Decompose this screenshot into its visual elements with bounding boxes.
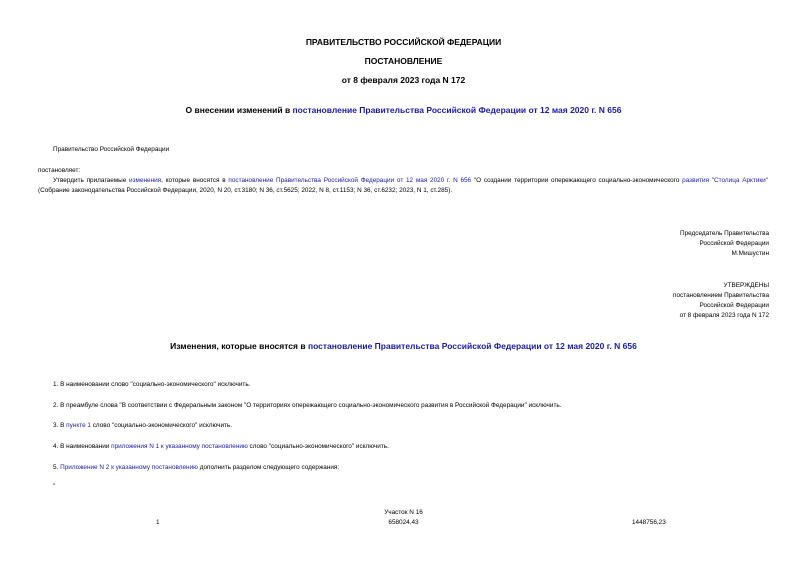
signature-name: М.Мишустин (731, 250, 769, 257)
item-5-post: дополнить разделом следующего содержания: (197, 464, 340, 471)
item-4-pre: 4. В наименовании (53, 443, 112, 450)
capital-arctic-link[interactable]: развития "Столица Арктики" (682, 177, 769, 184)
approved-line-1: УТВЕРЖДЕНЫ (723, 282, 769, 289)
signature-line-1: Председатель Правительства (680, 230, 769, 237)
main-paragraph (38, 176, 768, 195)
changes-link[interactable]: изменения (129, 177, 162, 184)
item-5 (53, 463, 339, 473)
item-3-link[interactable]: пункте 1 (66, 422, 91, 429)
decree-link[interactable]: постановление Правительства Российской Федерации от 12 мая 2020 г. N 656 (228, 177, 472, 184)
approved-line-3: Российской Федерации (699, 302, 769, 309)
title-prefix: О внесении изменений в (185, 105, 293, 115)
table-cell-number: 1 (156, 519, 160, 526)
item-4-post: слово "социально-экономического" исключить. (247, 443, 389, 450)
main-text-4: (Собрание законодательства Российской Федерации, 2020, N 20, ст.3180; N 36, ст.5625; 2022, N 8, ст.1153; N 36, ст.6232; 2023, N 1, ст.285). (38, 186, 453, 194)
approved-line-2: постановлением Правительства (673, 292, 769, 299)
changes-title (0, 341, 807, 351)
date-number-heading: от 8 февраля 2023 года N 172 (341, 75, 466, 85)
issuer-heading: ПРАВИТЕЛЬСТВО РОССИЙСКОЙ ФЕДЕРАЦИИ (305, 37, 502, 47)
changes-title-prefix: Изменения, которые вносятся в (170, 341, 308, 351)
main-text-2: , которые вносятся в (161, 177, 229, 184)
item-4 (53, 442, 389, 452)
document-type-heading: ПОСТАНОВЛЕНИЕ (364, 56, 443, 66)
approved-line-4: от 8 февраля 2023 года N 172 (679, 312, 769, 319)
item-2: 2. В преамбуле слова "В соответствии с Федеральным законом "О территориях опережающего социально-экономического развития в Российской Федерации" исключить. (53, 402, 562, 409)
changes-title-link[interactable]: постановление Правительства Российской Федерации от 12 мая 2020 г. N 656 (307, 341, 637, 351)
item-1: 1. В наименовании слово "социально-экономического" исключить. (53, 381, 251, 388)
item-3 (53, 421, 232, 431)
main-text-3: "О создании территории опережающего социально-экономического (471, 177, 683, 184)
document-title (0, 105, 807, 115)
item-3-post: слово "социально-экономического" исключить. (90, 422, 233, 429)
title-link[interactable]: постановление Правительства Российской Федерации от 12 мая 2020 г. N 656 (292, 105, 622, 115)
section-label: Участок N 16 (384, 509, 423, 516)
quote-mark: " (53, 483, 56, 490)
signature-line-2: Российской Федерации (699, 240, 769, 247)
decrees-label: постановляет: (38, 167, 81, 174)
government-label: Правительство Российской Федерации (53, 146, 170, 153)
item-3-pre: 3. В (53, 422, 67, 429)
item-5-pre: 5. (53, 464, 61, 471)
main-text-1: Утвердить прилагаемые (53, 177, 130, 184)
table-cell-x: 658024,43 (388, 519, 419, 526)
item-4-link[interactable]: приложения N 1 к указанному постановлению (111, 443, 248, 450)
table-cell-y: 1448756,23 (632, 519, 666, 526)
item-5-link[interactable]: Приложение N 2 к указанному постановлению (60, 464, 198, 471)
